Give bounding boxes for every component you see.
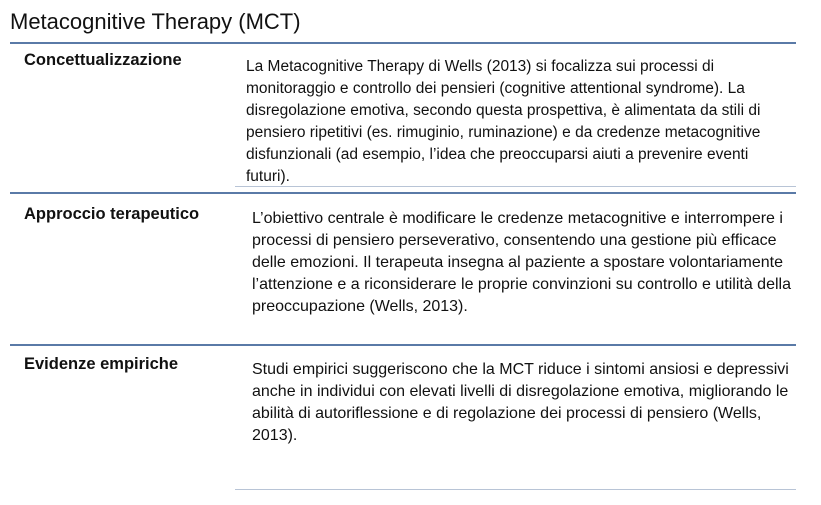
row-label-approccio-terapeutico: Approccio terapeutico <box>24 205 200 223</box>
row-text-approccio-terapeutico <box>252 208 794 318</box>
row-divider <box>10 192 796 194</box>
title-divider <box>10 42 796 44</box>
row-paragraph: Studi empirici suggeriscono che la MCT riduce i sintomi ansiosi e depressivi anche in individui con elevati livelli di disregolazione emotiva, migliorando le abilità di autoriflessione e di regolazione dei processi di pensiero (Wells, 2013). <box>252 361 789 444</box>
document-title: Metacognitive Therapy (MCT) <box>10 9 301 34</box>
row-divider <box>235 186 796 187</box>
row-label-evidenze-empiriche: Evidenze empiriche <box>24 355 179 373</box>
row-divider <box>10 344 796 346</box>
row-text-evidenze-empiriche <box>252 359 792 447</box>
row-paragraph: L’obiettivo centrale è modificare le credenze metacognitive e interrompere i processi di pensiero perseverativo, consentendo una gestione più efficace delle emozioni. Il terapeuta insegna al paziente a spostare volontariamente l’attenzione e a riconsiderare le proprie convinzioni su controllo e utilità della preoccupazione (Wells, 2013). <box>252 210 791 315</box>
bottom-divider <box>235 489 796 490</box>
row-label-concettualizzazione: Concettualizzazione <box>24 51 182 69</box>
row-text-concettualizzazione <box>246 56 786 188</box>
row-paragraph: La Metacognitive Therapy di Wells (2013) si focalizza sui processi di monitoraggio e controllo dei pensieri (cognitive attentional syndrome). La disregolazione emotiva, secondo questa prospettiva, è alimentata da stili di pensiero ripetitivi (es. rimuginio, ruminazione) e da credenze metacognitive disfunzionali (ad esempio, l’idea che preoccuparsi aiuti a prevenire eventi futuri). <box>246 58 761 185</box>
